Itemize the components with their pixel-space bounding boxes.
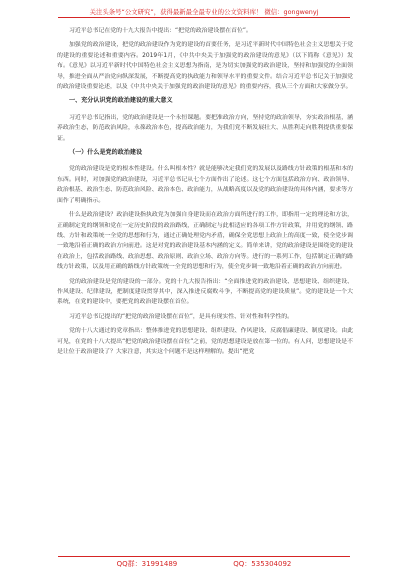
footer-qq: QQ：535304092: [233, 560, 292, 568]
footer-qq-group: QQ群：31991489: [116, 560, 178, 568]
body-paragraph-5: 党的十八大通过的党章指出：整体推进党的思想建设、组织建设、作风建设、反腐倡廉建设、制度建设。由此可见，在党的十八大提出“把党的政治建设摆在首位”之前，党的思想建设是放在第一位的。有人问，思想建设是不是让位于政治建设了？大家注意，其实这个问题不是这样理解的。提出“把党: [57, 328, 353, 355]
page-footer: [58, 556, 350, 569]
document-body: [57, 26, 353, 361]
intro-paragraph-2: 加强党的政治建设，把党的政治建设作为党的建设的首要任务，是习近平新时代中国特色社会主义思想关于党的建设的重要论述和重要内容。2019年1月，《中共中央关于加强党的政治建设的意见》（以下简称《意见》）发布。《意见》以习近平新时代中国特色社会主义思想为指南，是为切实加强党的政治建设，坚持和加强党的全面领导，推进全面从严治党向纵深发展，不断提高党的执政能力和领导水平的重要文件。结合习近平总书记关于加强党的政治建设重要论述，以及《中共中央关于加强党的政治建设的意见》的重要内容，我从三个方面和大家做分享。: [57, 42, 353, 91]
body-paragraph-1: 党的政治建设是党的根本性建设。什么叫根本性？就是能够决定我们党的发展以及路线方针政策的根基和本的东西。同时，对加强党的政治建设，习近平总书记从七个方面作出了论述。这七个方面包括政治方向、政治领导、政治根基、政治生态、防范政治风险、政治本色、政治能力，从战略高度以及党的政治建设的具体内涵，要求等方面作了明确指示。: [57, 166, 353, 204]
page-header-banner: 关注头条号“公文研究”，获得最新最全最专业的公文资料库！ 微信：gongwenyj: [58, 8, 350, 18]
section-paragraph: 习近平总书记指出，党的政治建设是一个永恒课题。要把准政治方向，坚持党的政治领导，夯实政治根基，涵养政治生态，防范政治风险，永葆政治本色，提高政治能力，为我们党不断发展壮大、从胜利走向胜利提供重要保证。: [57, 114, 353, 142]
subsection-heading: （一）什么是党的政治建设: [69, 149, 143, 157]
section-heading: 一、充分认识党的政治建设的重大意义: [69, 97, 173, 105]
body-paragraph-2: 什么是政治建设？政治建设指执政党为加强自身建设而在政治方面所进行的工作，即指用一定的理论和方法，正确制定党的纲领和党在一定历史阶段的政治路线，正确制定与此相适应的各项工作方针政策，并用党的纲领、路线、方针和政策统一全党的思想和行为，通过正确处理党内矛盾，确保全党思想上政治上的高度一致，使全党步调一致地沿着正确的政治方向前进。这是对党的政治建设基本内涵的定义。简单来讲，党的政治建设是围绕党的建设在政治上，包括政治路线、政治思想、政治原则、政治立场、政治方向等。进行的一系列工作，包括制定正确的路线方针政策，以及用正确的路线方针政策统一全党的思想和行为，使全党步调一致地沿着正确的政治方向前进。: [57, 212, 353, 271]
intro-paragraph-1: 习近平总书记在党的十九大报告中提出：“把党的政治建设摆在首位”。: [69, 28, 252, 34]
body-paragraph-3: 党的政治建设是党的建设的一部分。党的十九大报告指出：“全面推进党的政治建设、思想建设、组织建设、作风建设、纪律建设，把制度建设贯穿其中，深入推进反腐败斗争，不断提高党的建设质量”。党的建设是一个大系统，在党的建设中，要把党的政治建设摆在首位。: [57, 278, 353, 306]
body-paragraph-4: 习近平总书记提出的“把党的政治建设摆在首位”，是具有现实性、针对性和科学性的。: [69, 313, 294, 320]
